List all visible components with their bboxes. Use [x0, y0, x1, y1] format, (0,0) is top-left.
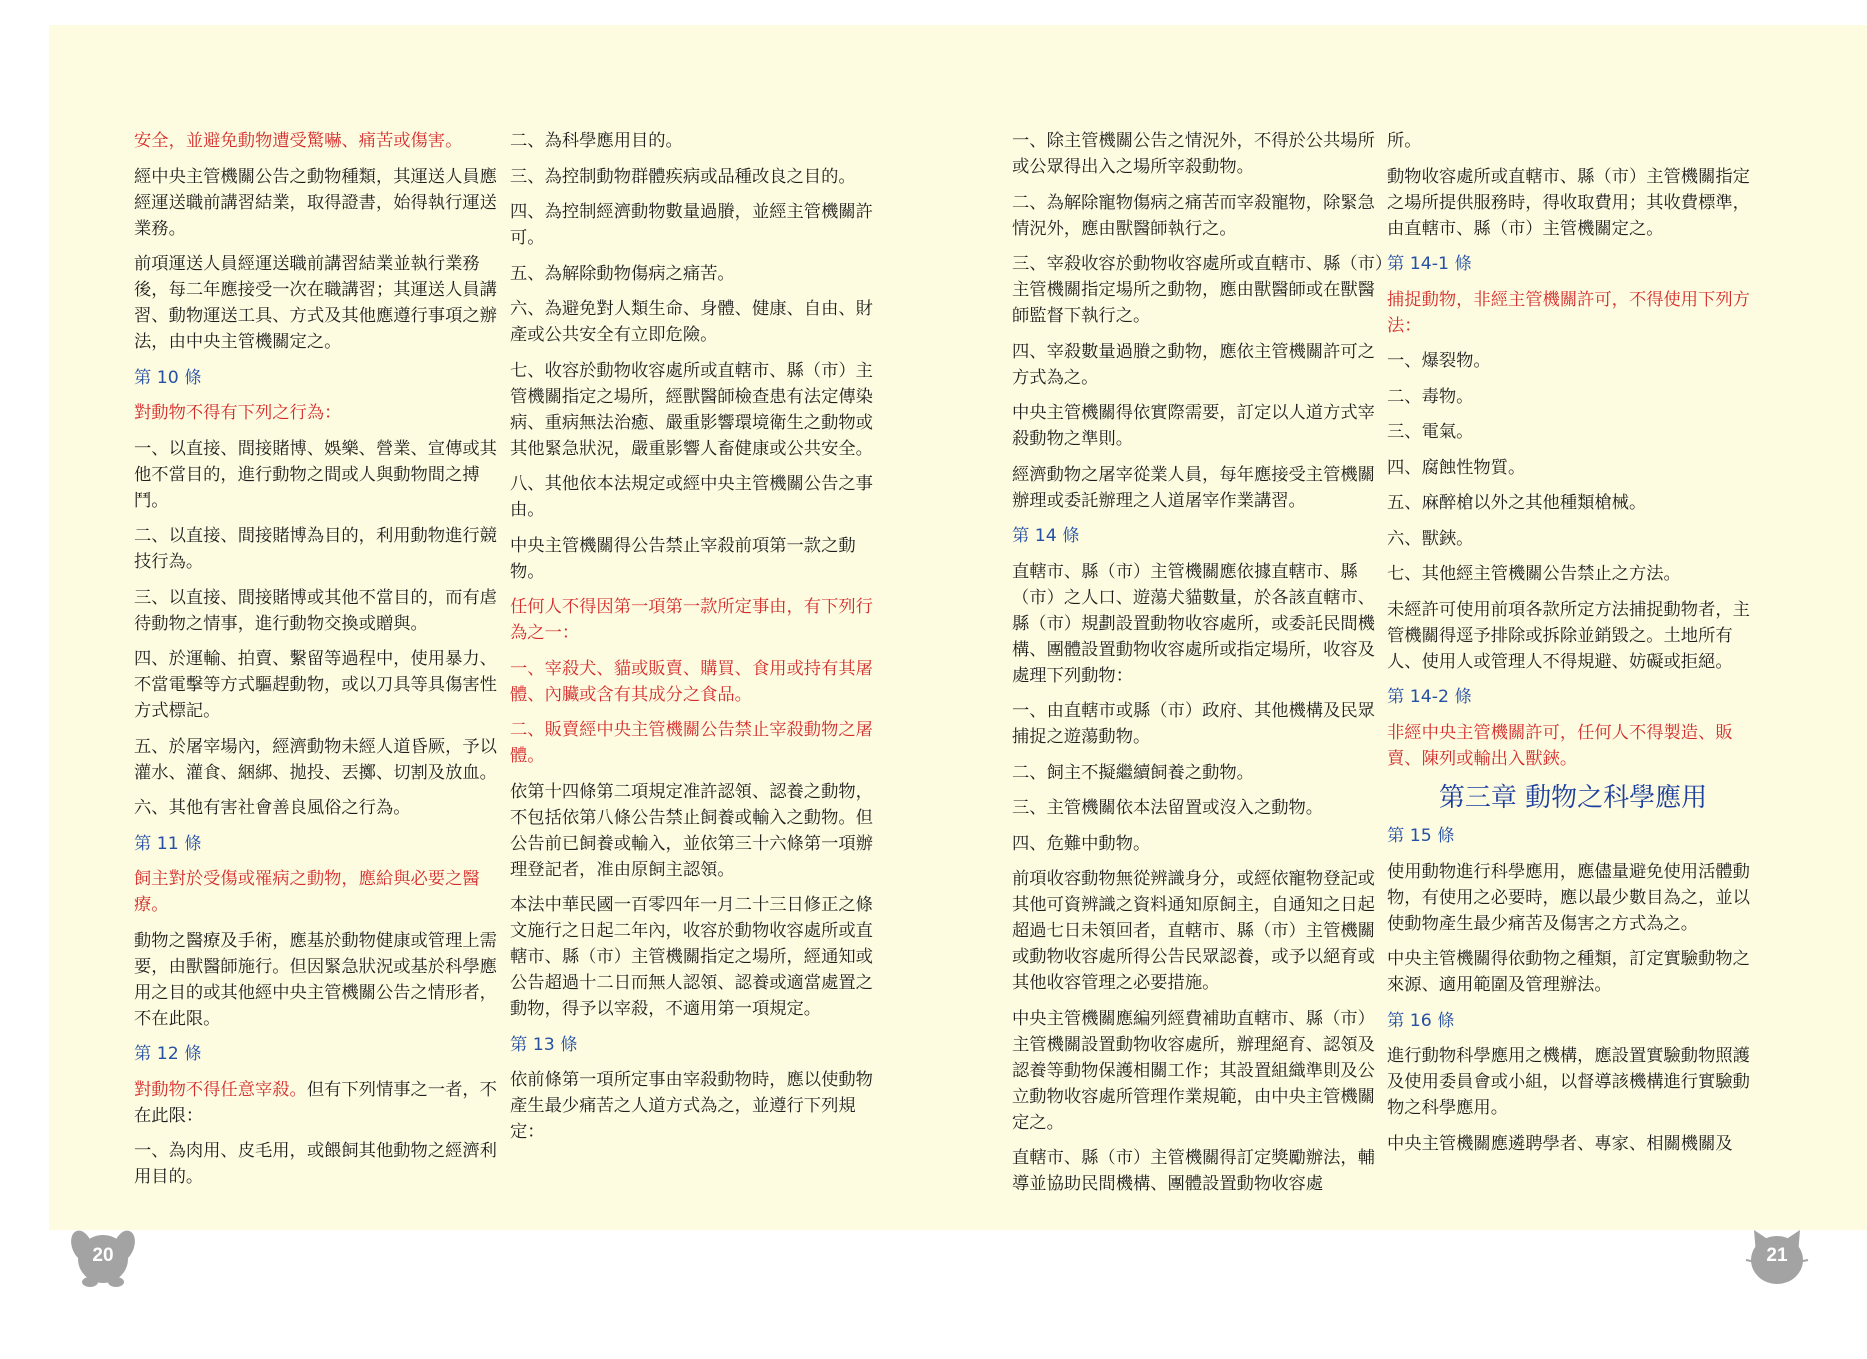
paragraph: 直轄市、縣（市）主管機關得訂定獎勵辦法，輔導並協助民間機構、團體設置動物收容處 — [1012, 1148, 1375, 1194]
paragraph: 一、為肉用、皮毛用，或餵飼其他動物之經濟利用目的。 — [134, 1141, 497, 1187]
chapter-title: 第三章 動物之科學應用 — [1438, 783, 1708, 813]
paragraph: 四、危難中動物。 — [1012, 833, 1151, 854]
article-heading: 第 14 條 — [1012, 526, 1080, 546]
paragraph: 七、收容於動物收容處所或直轄市、縣（市）主管機關指定之場所，經獸醫師檢查患有法定傳染病、重病無法治癒、嚴重影響環境衛生之動物或其他緊急狀況，嚴重影響人畜健康或公共安全。 — [510, 360, 873, 459]
paragraph: 中央主管機關應遴聘學者、專家、相關機關及 — [1387, 1133, 1733, 1154]
highlighted-paragraph: 二、販賣經中央主管機關公告禁止宰殺動物之屠體。 — [510, 720, 873, 766]
paragraph: 前項運送人員經運送職前講習結業並執行業務後，每二年應接受一次在職講習；其運送人員講習、動物運送工具、方式及其他應遵行事項之辦法，由中央主管機關定之。 — [134, 254, 497, 352]
paragraph: 動物收容處所或直轄市、縣（市）主管機關指定之場所提供服務時，得收取費用；其收費標準，由直轄市、縣（市）主管機關定之。 — [1387, 166, 1750, 239]
paragraph: 動物之醫療及手術，應基於動物健康或管理上需要，由獸醫師施行。但因緊急狀況或基於科學應用之目的或其他經中央主管機關公告之情形者，不在此限。 — [134, 930, 497, 1029]
paragraph: 中央主管機關得公告禁止宰殺前項第一款之動物。 — [510, 535, 856, 582]
page-number-right — [1744, 1226, 1810, 1288]
paragraph: 本法中華民國一百零四年一月二十三日修正之條文施行之日起二年內，收容於動物收容處所或直轄市、縣（市）主管機關指定之場所，經通知或公告超過十二日而無人認領、認養或適當處置之動物，得予以宰殺，不適用第一項規定。 — [510, 895, 873, 1019]
paragraph: 使用動物進行科學應用，應儘量避免使用活體動物，有使用之必要時，應以最少數目為之，並以使動物產生最少痛苦及傷害之方式為之。 — [1387, 861, 1750, 934]
paragraph: 三、宰殺收容於動物收容處所或直轄市、縣（市）主管機關指定場所之動物，應由獸醫師或在獸醫師監督下執行之。 — [1012, 254, 1384, 326]
paragraph: 依第十四條第二項規定准許認領、認養之動物，不包括依第八條公告禁止飼養或輸入之動物。但公告前已飼養或輸入，並依第三十六條第一項辦理登記者，准由原飼主認領。 — [510, 781, 873, 880]
paragraph: 三、為控制動物群體疾病或品種改良之目的。 — [510, 166, 856, 187]
highlighted-paragraph: 對動物不得有下列之行為： — [134, 403, 342, 423]
paragraph: 二、以直接、間接賭博為目的，利用動物進行競技行為。 — [134, 526, 497, 572]
paragraph: 二、毒物。 — [1387, 386, 1474, 407]
highlighted-paragraph: 安全，並避免動物遭受驚嚇、痛苦或傷害。 — [134, 131, 463, 151]
page-number-label: 21 — [1766, 1245, 1788, 1266]
paragraph: 經中央主管機關公告之動物種類，其運送人員應經運送職前講習結業，取得證書，始得執行運送業務。 — [134, 166, 497, 239]
article-heading: 第 10 條 — [134, 367, 202, 388]
paragraph: 中央主管機關得依動物之種類，訂定實驗動物之來源、適用範圍及管理辦法。 — [1387, 949, 1750, 995]
paragraph: 二、飼主不擬繼續飼養之動物。 — [1012, 762, 1254, 783]
paragraph: 經濟動物之屠宰從業人員，每年應接受主管機關辦理或委託辦理之人道屠宰作業講習。 — [1012, 464, 1375, 511]
paragraph: 所。 — [1387, 131, 1422, 151]
paragraph: 未經許可使用前項各款所定方法捕捉動物者，主管機關得逕予排除或拆除並銷毀之。土地所有人、使用人或管理人不得規避、妨礙或拒絕。 — [1387, 599, 1750, 672]
paragraph: 直轄市、縣（市）主管機關應依據直轄市、縣（市）之人口、遊蕩犬貓數量，於各該直轄市、縣（市）規劃設置動物收容處所，或委託民間機構、團體設置動物收容處所或指定場所，收容及處理下列動物： — [1012, 561, 1375, 686]
text-column-3 — [1012, 128, 1384, 1207]
article-heading: 第 14-2 條 — [1387, 687, 1472, 707]
paragraph — [134, 1077, 506, 1129]
paragraph: 三、以直接、間接賭博或其他不當目的，而有虐待動物之情事，進行動物交換或贈與。 — [134, 587, 497, 634]
paragraph: 六、獸鋏。 — [1387, 528, 1474, 549]
text-column-1 — [134, 128, 506, 1200]
text-column-2 — [510, 128, 882, 1155]
paragraph: 五、為解除動物傷病之痛苦。 — [510, 263, 735, 284]
highlighted-paragraph: 任何人不得因第一項第一款所定事由，有下列行為之一： — [510, 597, 873, 643]
page-number-left — [70, 1226, 136, 1288]
paragraph: 四、宰殺數量過賸之動物，應依主管機關許可之方式為之。 — [1012, 341, 1375, 388]
article-heading: 第 11 條 — [134, 833, 202, 854]
paragraph: 一、爆裂物。 — [1387, 351, 1491, 371]
paragraph: 一、除主管機關公告之情況外，不得於公共場所或公眾得出入之場所宰殺動物。 — [1012, 131, 1375, 177]
paragraph: 八、其他依本法規定或經中央主管機關公告之事由。 — [510, 474, 873, 520]
article-heading: 第 14-1 條 — [1387, 254, 1472, 274]
paragraph: 四、於運輸、拍賣、繫留等過程中，使用暴力、不當電擊等方式驅趕動物，或以刀具等具傷害性方式標記。 — [134, 649, 497, 721]
paragraph: 四、為控制經濟動物數量過賸，並經主管機關許可。 — [510, 202, 873, 248]
paragraph: 一、以直接、間接賭博、娛樂、營業、宣傳或其他不當目的，進行動物之間或人與動物間之搏鬥。 — [134, 438, 497, 511]
paragraph-text: 但有下列情事之一者，不在此限： — [134, 1079, 497, 1126]
paragraph: 六、其他有害社會善良風俗之行為。 — [134, 798, 411, 818]
paragraph: 依前條第一項所定事由宰殺動物時，應以使動物產生最少痛苦之人道方式為之，並遵行下列規定： — [510, 1070, 873, 1142]
highlighted-paragraph: 捕捉動物，非經主管機關許可，不得使用下列方法： — [1387, 289, 1750, 336]
paragraph: 七、其他經主管機關公告禁止之方法。 — [1387, 564, 1681, 584]
paragraph: 前項收容動物無從辨識身分，或經依寵物登記或其他可資辨識之資料通知原飼主，自通知之日起超過七日未領回者，直轄市、縣（市）主管機關或動物收容處所得公告民眾認養，或予以絕育或其他收容管理之必要措施。 — [1012, 869, 1375, 993]
paragraph: 中央主管機關得依實際需要，訂定以人道方式宰殺動物之準則。 — [1012, 403, 1375, 449]
paragraph: 二、為解除寵物傷病之痛苦而宰殺寵物，除緊急情況外，應由獸醫師執行之。 — [1012, 192, 1375, 239]
article-heading: 第 12 條 — [134, 1044, 202, 1064]
article-heading: 第 13 條 — [510, 1034, 578, 1055]
paragraph: 五、麻醉槍以外之其他種類槍械。 — [1387, 493, 1647, 513]
paragraph: 二、為科學應用目的。 — [510, 131, 683, 151]
paragraph: 一、由直轄市或縣（市）政府、其他機構及民眾捕捉之遊蕩動物。 — [1012, 701, 1375, 747]
text-column-4 — [1387, 128, 1759, 1166]
article-heading: 第 16 條 — [1387, 1010, 1455, 1031]
article-heading: 第 15 條 — [1387, 826, 1455, 846]
paragraph: 三、電氣。 — [1387, 422, 1474, 442]
highlighted-paragraph: 非經中央主管機關許可，任何人不得製造、販賣、陳列或輸出入獸鋏。 — [1387, 722, 1733, 769]
highlighted-paragraph: 一、宰殺犬、貓或販賣、購買、食用或持有其屠體、內臟或含有其成分之食品。 — [510, 658, 873, 705]
paragraph: 五、於屠宰場內，經濟動物未經人道昏厥，予以灌水、灌食、綑綁、拋投、丟擲、切割及放血。 — [134, 736, 497, 783]
page-number-label: 20 — [92, 1245, 114, 1266]
highlighted-paragraph: 飼主對於受傷或罹病之動物，應給與必要之醫療。 — [134, 869, 480, 915]
highlighted-text: 對動物不得任意宰殺。 — [134, 1079, 307, 1100]
paragraph: 六、為避免對人類生命、身體、健康、自由、財產或公共安全有立即危險。 — [510, 299, 873, 345]
paragraph: 四、腐蝕性物質。 — [1387, 457, 1526, 478]
paragraph: 進行動物科學應用之機構，應設置實驗動物照護及使用委員會或小組，以督導該機構進行實驗動物之科學應用。 — [1387, 1046, 1750, 1118]
paragraph: 中央主管機關應編列經費補助直轄市、縣（市）主管機關設置動物收容處所，辦理絕育、認領及認養等動物保護相關工作；其設置組織準則及公立動物收容處所管理作業規範，由中央主管機關定之。 — [1012, 1008, 1375, 1133]
paragraph: 三、主管機關依本法留置或沒入之動物。 — [1012, 798, 1324, 818]
